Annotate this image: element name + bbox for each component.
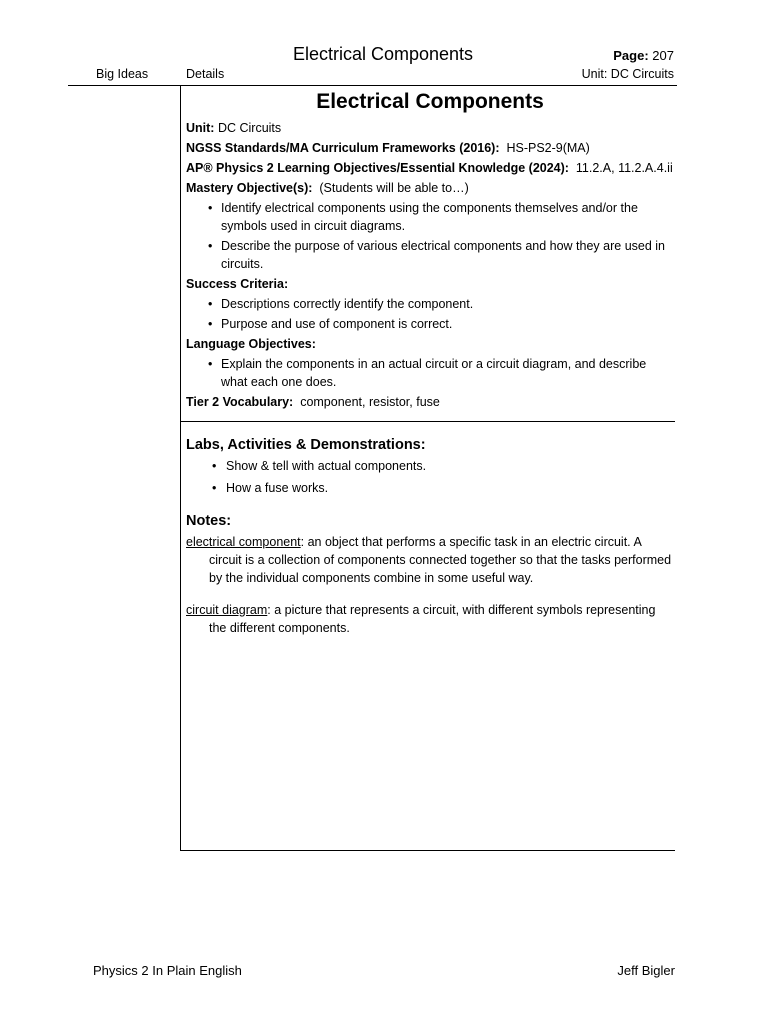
column-header-details: Details: [186, 67, 225, 81]
mastery-label: Mastery Objective(s):: [186, 181, 313, 195]
list-item: • Show & tell with actual components.: [186, 457, 674, 475]
unit-label: Unit:: [186, 121, 215, 135]
header-rule: [68, 85, 677, 86]
definition-electrical-component: [186, 533, 674, 587]
header-unit: Unit: DC Circuits: [581, 67, 674, 81]
unit-value: DC Circuits: [217, 121, 282, 135]
definition-circuit-diagram: [186, 601, 674, 637]
column-divider: [180, 86, 181, 851]
definition-term: electrical component: [186, 535, 301, 549]
labs-heading: Labs, Activities & Demonstrations:: [186, 437, 426, 453]
bottom-rule: [180, 850, 675, 851]
unit-line: [186, 119, 674, 137]
vocabulary-label: Tier 2 Vocabulary:: [186, 395, 294, 409]
ap-line: [186, 159, 674, 177]
ap-value: 11.2.A, 11.2.A.4.ii: [575, 161, 673, 175]
language-objectives-list: [186, 355, 674, 391]
page-number-value: 207: [652, 48, 674, 63]
mastery-value: (Students will be able to…): [319, 181, 469, 195]
mastery-line: [186, 179, 674, 197]
details-column: [186, 88, 674, 637]
list-item: • How a fuse works.: [186, 479, 674, 497]
notes-heading: Notes:: [186, 513, 232, 529]
list-item: • Descriptions correctly identify the component.: [186, 295, 674, 313]
ngss-line: [186, 139, 674, 157]
vocabulary-line: [186, 393, 674, 411]
labs-list: [186, 457, 674, 497]
list-item: • Purpose and use of component is correct.: [186, 315, 674, 333]
list-item: • Describe the purpose of various electrical components and how they are used in circuits.: [186, 237, 674, 273]
definition-term: circuit diagram: [186, 603, 268, 617]
definition-text: : an object that performs a specific task in an electric circuit. A circuit is a collection of components connected together so that the tasks performed by the individual components combine in some useful way.: [209, 535, 672, 585]
page-header-title: Electrical Components: [292, 44, 474, 64]
footer-book-title: Physics 2 In Plain English: [93, 963, 242, 978]
language-objectives-label: Language Objectives:: [186, 337, 316, 351]
page-number: [613, 48, 674, 63]
column-header-big-ideas: Big Ideas: [96, 67, 149, 81]
definition-text: : a picture that represents a circuit, with different symbols representing the different components.: [209, 603, 656, 635]
success-criteria-label: Success Criteria:: [186, 277, 289, 291]
vocabulary-value: component, resistor, fuse: [300, 395, 440, 409]
list-item: • Identify electrical components using the components themselves and/or the symbols used in circuit diagrams.: [186, 199, 674, 235]
ngss-label: NGSS Standards/MA Curriculum Frameworks (2016):: [186, 141, 500, 155]
document-title: Electrical Components: [316, 90, 544, 113]
footer-author: Jeff Bigler: [617, 963, 675, 978]
success-criteria-list: [186, 295, 674, 333]
ap-label: AP® Physics 2 Learning Objectives/Essential Knowledge (2024):: [186, 161, 569, 175]
list-item: • Explain the components in an actual circuit or a circuit diagram, and describe what each one does.: [186, 355, 674, 391]
ngss-value: HS-PS2-9(MA): [506, 141, 590, 155]
mastery-list: [186, 199, 674, 273]
page-number-label: Page:: [613, 48, 649, 63]
